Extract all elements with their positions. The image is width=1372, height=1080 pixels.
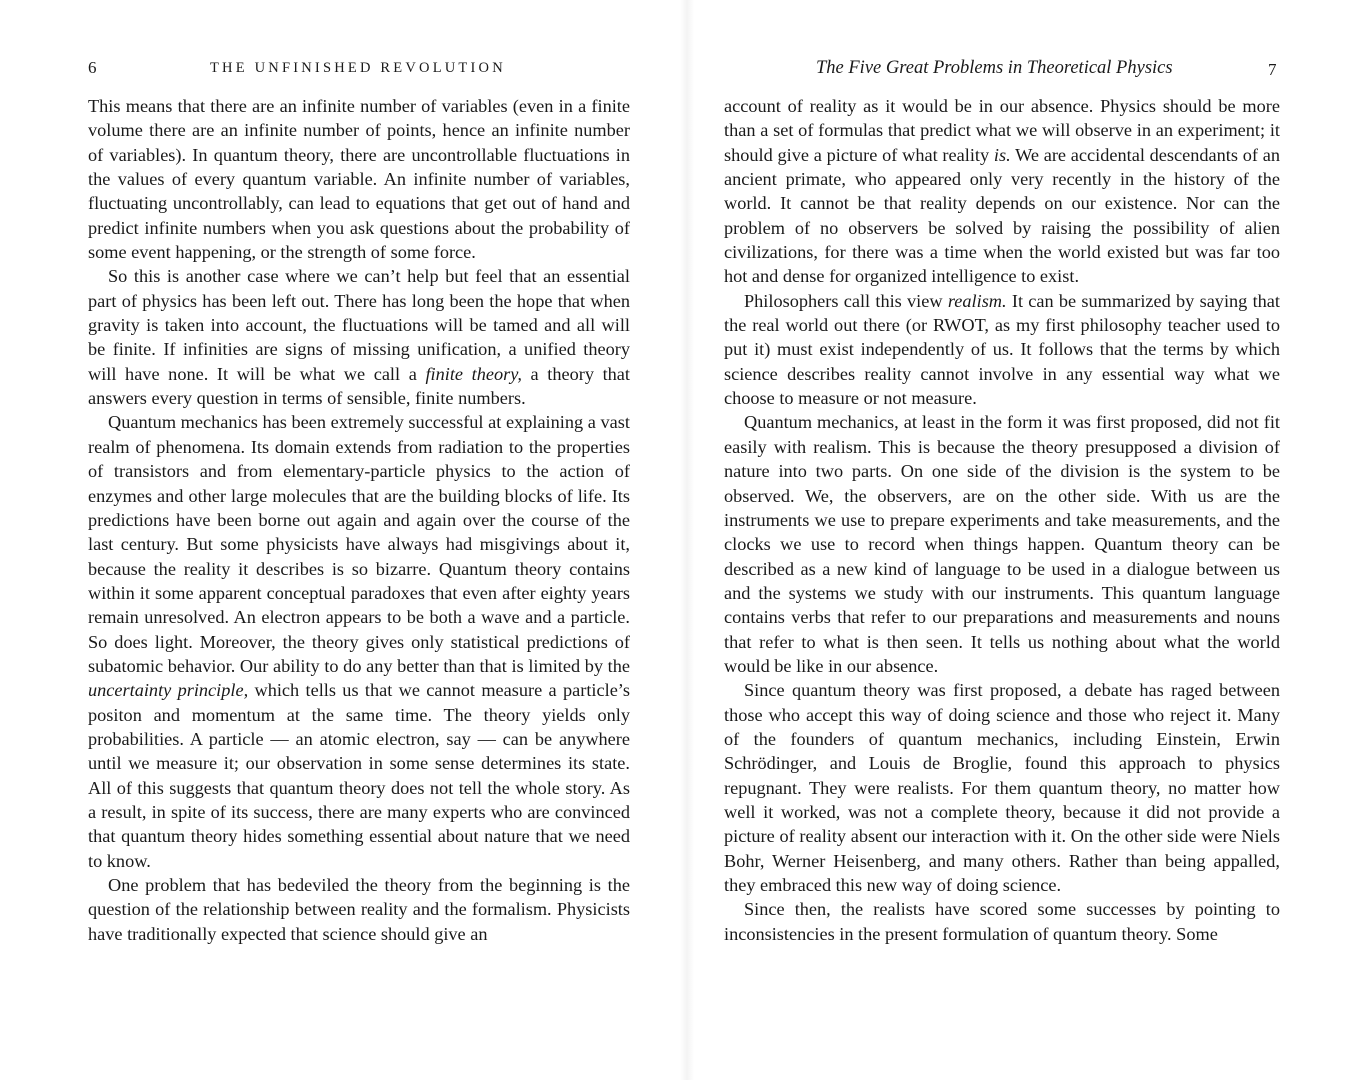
text-run: So this is another case where we can’t help but feel that an essential part of physics has been left out. There has long been the hope that when gravity is taken into account, the fluctuations will be tamed and all will be finite. If infinities are signs of missing unification, a unified theory will have none. It will be what we call a	[88, 266, 630, 384]
paragraph	[88, 410, 630, 873]
italic-term: uncertainty principle,	[88, 680, 249, 701]
text-run: We are accidental descendants of an ancient primate, who appeared only very recently in the history of the world. It cannot be that reality depends on our existence. Nor can the problem of no observers be solved by raising the possibility of alien civilizations, for there was a time when the world existed but was far too hot and dense for organized intelligence to exist.	[724, 144, 1280, 287]
paragraph	[724, 678, 1280, 897]
paragraph	[724, 410, 1280, 678]
page-number: 6	[88, 58, 97, 77]
text-run: which tells us that we cannot measure a particle’s positon and momentum at the same time. The theory yields only probabilities. A particle — an atomic electron, say — can be anywhere until we measure it; our observation in some sense determines its state. All of this suggests that quantum theory does not tell the whole story. As a result, in spite of its success, there are many experts who are convinced that quantum theory hides something essential about nature that we need to know.	[88, 680, 631, 871]
paragraph	[88, 264, 630, 410]
italic-term: finite theory,	[425, 363, 522, 384]
body-text	[88, 94, 630, 946]
paragraph	[724, 94, 1280, 289]
right-page	[686, 0, 1372, 1080]
text-run: Quantum mechanics has been extremely successful at explaining a vast realm of phenomena. Its domain extends from radiation to the properties of transistors and from elementary-particle physics to the action of enzymes and other large molecules that are the building blocks of life. Its predictions have been borne out again and again over the course of the last century. But some physicists have always had misgivings about it, because the reality it describes is so bizarre. Quantum theory contains within it some apparent conceptual paradoxes that even after eighty years remain unresolved. An electron appears to be both a wave and a particle. So does light. Moreover, the theory gives only statistical predictions of subatomic behavior. Our ability to do any better than that is limited by the	[88, 412, 630, 676]
text-run: Quantum mechanics, at least in the form it was first proposed, did not fit easily with realism. This is because the theory presupposed a division of nature into two parts. On one side of the division is the system to be observed. We, the observers, are on the other side. With us are the instruments we use to prepare experiments and take measurements, and the clocks we use to record when things happen. Quantum theory can be described as a new kind of language to be used in a dialogue between us and the systems we study with our instruments. This quantum language contains verbs that refer to our preparations and measurements and nouns that refer to what is then seen. It tells us nothing about what the world would be like in our absence.	[724, 412, 1280, 676]
text-run: One problem that has bedeviled the theory from the beginning is the question of the relationship between reality and the formalism. Physicists have traditionally expected that science should give an	[88, 875, 630, 944]
text-run: Philosophers call this view	[744, 290, 948, 311]
text-run: It can be summarized by saying that the real world out there (or RWOT, as my first philosophy teacher used to put it) must exist independently of us. It follows that the terms by which science describes reality cannot involve in any essential way what we choose to measure or not measure.	[724, 290, 1280, 409]
text-run: account of reality as it would be in our absence. Physics should be more than a set of formulas that predict what we will observe in an experiment; it should give a picture of what reality	[724, 96, 1280, 165]
text-run: a theory that answers every question in terms of sensible, finite numbers.	[88, 363, 630, 409]
running-head: The Five Great Problems in Theoretical Physics	[816, 58, 1173, 78]
page-number: 7	[1268, 60, 1277, 79]
paragraph	[724, 897, 1280, 946]
paragraph	[724, 289, 1280, 411]
body-text	[724, 94, 1280, 946]
running-head: THE UNFINISHED REVOLUTION	[210, 60, 506, 76]
text-run: Since then, the realists have scored some successes by pointing to inconsistencies in the present formulation of quantum theory. Some	[724, 899, 1280, 944]
paragraph	[88, 873, 630, 946]
italic-term: is.	[993, 144, 1011, 165]
italic-term: realism.	[947, 290, 1007, 311]
text-run: This means that there are an infinite number of variables (even in a finite volume there are an infinite number of points, hence an infinite number of variables). In quantum theory, there are uncontrollable fluctuations in the values of every quantum variable. An infinite number of variables, fluctuating uncontrollably, can lead to equations that get out of hand and predict infinite numbers when you ask questions about the probability of some event happening, or the strength of some force.	[88, 96, 630, 263]
paragraph	[88, 94, 630, 264]
text-run: Since quantum theory was first proposed, a debate has raged between those who accept this way of doing science and those who reject it. Many of the founders of quantum mechanics, including Einstein, Erwin Schrödinger, and Louis de Broglie, found this approach to physics repugnant. They were realists. For them quantum theory, no matter how well it worked, was not a complete theory, because it did not provide a picture of reality absent our interaction with it. On the other side were Niels Bohr, Werner Heisenberg, and many others. Rather than being appalled, they embraced this new way of doing science.	[724, 680, 1280, 895]
